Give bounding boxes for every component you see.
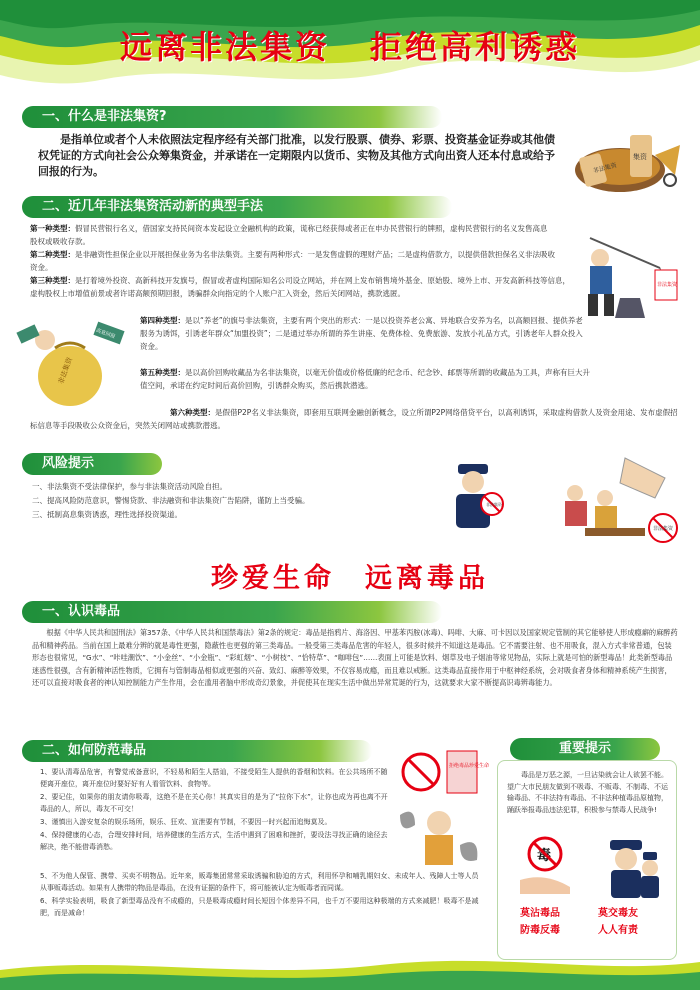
section-what-is-illegal-fundraising-heading: 一、什么是非法集资?	[22, 106, 442, 128]
police-no-drug-illustration	[515, 832, 665, 900]
method-1-text: 假冒民营银行名义，借国家支持民间资本发起设立金融机构的政策，谎称已经获得或者正在申办民营银行的牌照，虚构民营银行的名义发售高息股权或吸收存款。	[30, 224, 548, 246]
drug-main-title	[0, 556, 700, 595]
method-1-label: 第一种类型：	[30, 224, 75, 233]
method-4-label: 第四种类型：	[140, 316, 185, 325]
police-illustration	[440, 458, 510, 538]
money-trap-illustration	[560, 125, 685, 195]
fishing-swindler-illustration	[570, 228, 685, 323]
prevent-drugs-list-a	[40, 766, 390, 854]
important-tip-body: 毒品是万恶之源，一旦沾染就会让人欲罢不能。望广大市民朋友做到不吸毒、不贩毒、不制毒、不运输毒品、不非法持有毒品、不非法种植毒品原植物，踊跃举报毒品违法犯罪，积极参与禁毒人民战争!	[507, 771, 668, 814]
method-6-label: 第六种类型：	[170, 408, 215, 417]
method-3-label: 第三种类型：	[30, 276, 75, 285]
risk-list	[32, 480, 432, 522]
know-drugs-body: 根据《中华人民共和国刑法》第357条、《中华人民共和国禁毒法》第2条的规定：毒品是指鸦片、海洛因、甲基苯丙胺(冰毒)、吗啡、大麻、可卡因以及国家规定管制的其它能够使人形成瘾癖的麻醉药品和精神药品。当前在国上最难分辨的就是毒性更强，隐蔽性也更强的第三类毒品。一般受第三类毒品危害的年轻人，很多时候并不知道这是毒品。它不需要注射、也不用吸食，混入方式非常普通，包装形态也很常见，“G水”、“咔哇潮饮”、“小金丝”、“小金瓶”、“彩虹烟”、“小树枝”、“恰特草”、“咖啡包”……表面上可能是饮料、烟草及电子烟油等常见物品，实际上就是可怕的新型毒品！此类新型毒品迷惑性很强，含有新精神活性物质，它拥有与管制毒品相似或更强的兴奋、致幻、麻醉等效果，不仅容易成瘾，而且难以戒断。这类毒品直接作用于中枢神经系统，会对吸食者身体和精神系统产生损害，还可以直接对吸食者的神认知控制能力产生作用，会在滥用者脑中形成奇幻景象，并促使其在现实生活中做出异常荒诞的行为，这就要求大家不断提高识毒辨毒能力。	[32, 628, 678, 687]
seniors-stamp-text: 非法集资	[653, 526, 674, 532]
trap-sign-right-text: 集资	[633, 153, 647, 161]
police-badge-text: 非法集资	[486, 502, 502, 507]
method-3	[30, 274, 570, 301]
slogan-4: 人人有责	[598, 925, 638, 936]
method-6-text: 是假借P2P名义非法集资，即套用互联网金融创新概念，设立所谓P2P网络借贷平台，以高利诱饵，采取虚构借款人及资金用途、发布虚假招标信息等手段吸收公众资金后，突然关闭网站或携款潜逃。	[30, 408, 678, 430]
drug-title-left: 珍爱生命	[211, 563, 335, 594]
slogan-2: 莫交毒友	[598, 908, 638, 919]
slogan-1: 莫沾毒品	[520, 908, 560, 919]
section-typical-methods-heading: 二、近几年非法集资活动新的典型手法	[22, 196, 452, 218]
prevent-item-5: 5、不为他人保管、携带、买卖不明物品。近年来，贩毒集团常常采取诱骗和胁迫的方式，利用怀孕和哺乳期妇女、未成年人、残障人士等人员从事贩毒活动。如果有人携带的物品是毒品，在没有证据的条件下，将可能被认定为贩毒者而同谋。	[40, 872, 479, 892]
no-drug-sign-char: 毒	[537, 848, 551, 864]
fishing-board-text: 非法集资	[657, 282, 678, 288]
money-bag-sign-text: 高息回报	[95, 327, 116, 341]
method-5	[140, 366, 590, 393]
main-title-left: 远离非法集资	[119, 28, 330, 66]
method-5-text: 是以高价回购收藏品为名非法集资，以毫无价值或价格低廉的纪念币、纪念钞、邮票等所谓的收藏品为工具，声称有巨大升值空间，承诺在约定时间后高价回购，引诱群众购买，然后携款潜逃。	[140, 368, 590, 390]
prevent-item-1: 1、要认清毒品危害，有警觉戒备意识，不轻易和陌生人搭讪，不接受陌生人提供的香烟和饮料。在公共场所不随便离开座位，离开座位时要好好有人看管饮料、食物等。	[40, 768, 388, 788]
method-4	[140, 314, 590, 354]
know-drugs-heading: 一、认识毒品	[22, 601, 442, 623]
prevent-item-4: 4、保持健康的心态，合理安排时间，培养健康的生活方式，生活中遇到了困难和挫折，要设法寻找正确的途径去解决，绝不能借毒消愁。	[40, 831, 388, 851]
drug-title-right: 远离毒品	[365, 563, 489, 594]
method-6	[30, 406, 680, 433]
method-2	[30, 248, 560, 275]
prevent-drugs-list-b	[40, 870, 480, 920]
risk-item-3: 三、抵制高息集资诱惑，理性选择投资渠道。	[32, 510, 182, 519]
prevent-item-3: 3、谨慎出入游安复杂的娱乐场所，娱乐、狂欢、宣泄要有节制，不要因一时兴起而追悔莫及。	[40, 818, 332, 826]
trap-sign-left-text: 非法集资	[592, 161, 618, 175]
main-title-right: 拒绝高利诱惑	[370, 28, 581, 66]
money-bag-label: 非法集资	[56, 356, 75, 386]
section-what-is-body: 是指单位或者个人未依照法定程序经有关部门批准，以发行股票、债券、彩票、投资基金证券或其他债权凭证的方式向社会公众筹集资金，并承诺在一定期限内以货币、实物及其他方式向出资人还本付息或给予回报的行为。	[38, 133, 555, 178]
method-1	[30, 222, 550, 249]
risk-item-2: 二、提高风险防范意识，警惕贷款、非法融资和非法集资广告陷阱，谨防上当受骗。	[32, 496, 310, 505]
money-bag-illustration	[10, 318, 130, 408]
no-drugs-poster-text: 拒绝毒品珍爱生命	[449, 763, 490, 769]
method-3-text: 是打着境外投资、高新科技开发旗号，假冒或者虚构国际知名公司设立网站，并在网上发布销售境外基金、原始股、境外上市、开发高新科技等信息，虚构股权上市增值前景或者许诺高额预期回报，诱骗群众向指定的个人账户汇入资金，然后关闭网站，携款逃匿。	[30, 276, 570, 298]
method-2-text: 是非融资性担保企业以开展担保业务为名非法集资。主要有两种形式：一是发售虚假的理财产品；二是虚构借款方，以提供借款担保名义非法吸收资金。	[30, 250, 555, 272]
method-5-label: 第五种类型：	[140, 368, 185, 377]
method-2-label: 第二种类型：	[30, 250, 75, 259]
seniors-stop-illustration	[545, 448, 685, 548]
risk-item-1: 一、非法集资不受法律保护，参与非法集资活动风险自担。	[32, 482, 227, 491]
risk-tips-heading: 风险提示	[22, 453, 162, 475]
no-drugs-sign-illustration	[395, 745, 490, 800]
method-4-text: 是以“养老”的旗号非法集资，主要有两个突出的形式：一是以投资养老公寓、异地联合安养为名，以高额回报、提供养老服务为诱饵，引诱老年群众“加盟投资”；二是通过举办所谓的养生讲座、免费体检、免费旅游、发放小礼品方式，引诱老年人群众投入资金。	[140, 316, 583, 351]
prevent-item-2: 2、要记住，如果你的朋友请你吸毒，这绝不是在关心你！其真实目的是为了“拉你下水”，让你也成为再也离不开毒品的人，所以，毒友不可交！	[40, 793, 388, 813]
prevent-item-6: 6、科学实验表明，吸食了新型毒品没有不成瘾的，只是吸毒成瘾时间长短因个体差异不同，也千万不要用这种极端的方式来减肥！吸毒不是减肥，而是减命！	[40, 897, 479, 917]
prevent-drugs-heading: 二、如何防范毒品	[22, 740, 372, 762]
important-tip-heading: 重要提示	[510, 738, 660, 760]
bottom-wave-decoration	[0, 950, 700, 990]
main-title	[0, 22, 700, 68]
drug-user-illustration	[395, 805, 483, 870]
slogan-3: 防毒反毒	[520, 925, 560, 936]
